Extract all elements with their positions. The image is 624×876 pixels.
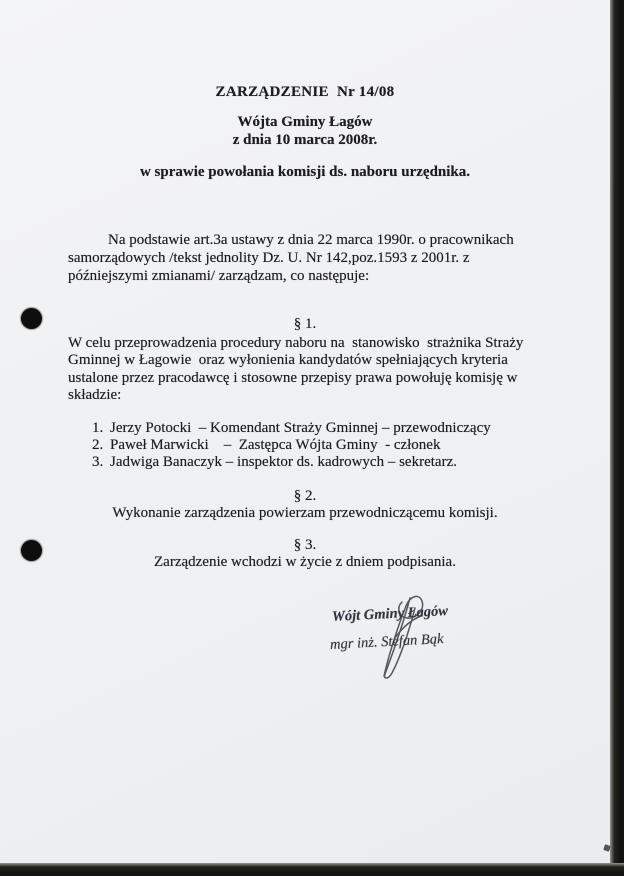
committee-member: [92, 420, 491, 437]
preamble-line: Na podstawie art.3a ustawy z dnia 22 marca 1990r. o pracownikach: [108, 232, 514, 248]
hole-punch-mark-bottom: [21, 540, 42, 561]
signatory-title: Wójt Gminy Łagów: [331, 602, 449, 626]
scan-edge-bottom: [0, 863, 624, 876]
committee-member-text: Jerzy Potocki – Komendant Straży Gminnej – przewodniczący: [110, 420, 491, 436]
section-1-line: Gminnej w Łagowie oraz wyłonienia kandydatów spełniających kryteria: [68, 352, 508, 369]
signatory-name: mgr inż. Stefan Bąk: [329, 631, 444, 653]
preamble-line: późniejszymi zmianami/ zarządzam, co następuje:: [68, 268, 370, 284]
section-1-body: [68, 335, 560, 404]
section-1-line: ustalone przez pracodawcę i stosowne przepisy prawa powołuję komisję w: [68, 369, 518, 386]
issuer-name: Wójta Gminy Łagów: [237, 114, 373, 130]
section-2-mark: § 2.: [293, 488, 317, 504]
preamble-line: samorządowych /tekst jednolity Dz. U. Nr 142,poz.1593 z 2001r. z: [68, 250, 470, 266]
issue-date: z dnia 10 marca 2008r.: [232, 132, 378, 148]
issuer-block: [68, 113, 542, 149]
committee-member-text: Paweł Marwicki – Zastępca Wójta Gminy - członek: [110, 437, 441, 454]
section-1-mark: § 1.: [293, 316, 317, 332]
committee-list: [92, 420, 491, 472]
document-subject: w sprawie powołania komisji ds. naboru urzędnika.: [139, 164, 471, 180]
section-2-body: Wykonanie zarządzenia powierzam przewodniczącemu komisji.: [112, 505, 498, 521]
list-number: 3.: [92, 454, 104, 471]
section-1-line: składzie:: [68, 386, 122, 403]
committee-member: [92, 454, 491, 471]
committee-member-text: Jadwiga Banaczyk – inspektor ds. kadrowych – sekretarz.: [110, 454, 457, 471]
section-1-line: W celu przeprowadzenia procedury naboru na stanowisko strażnika Straży: [68, 335, 524, 351]
signature-block: [322, 592, 482, 680]
committee-member: [92, 437, 491, 454]
section-3-body: Zarządzenie wchodzi w życie z dniem podpisania.: [154, 554, 456, 570]
list-number: 1.: [92, 420, 104, 436]
document-title: ZARZĄDZENIE Nr 14/08: [215, 84, 395, 100]
list-number: 2.: [92, 437, 104, 454]
hole-punch-mark-top: [21, 308, 42, 329]
handwritten-signature-scrawl: [322, 592, 482, 680]
scan-edge-right: [610, 0, 624, 876]
legal-preamble: [68, 231, 550, 285]
section-3-mark: § 3.: [293, 537, 317, 553]
